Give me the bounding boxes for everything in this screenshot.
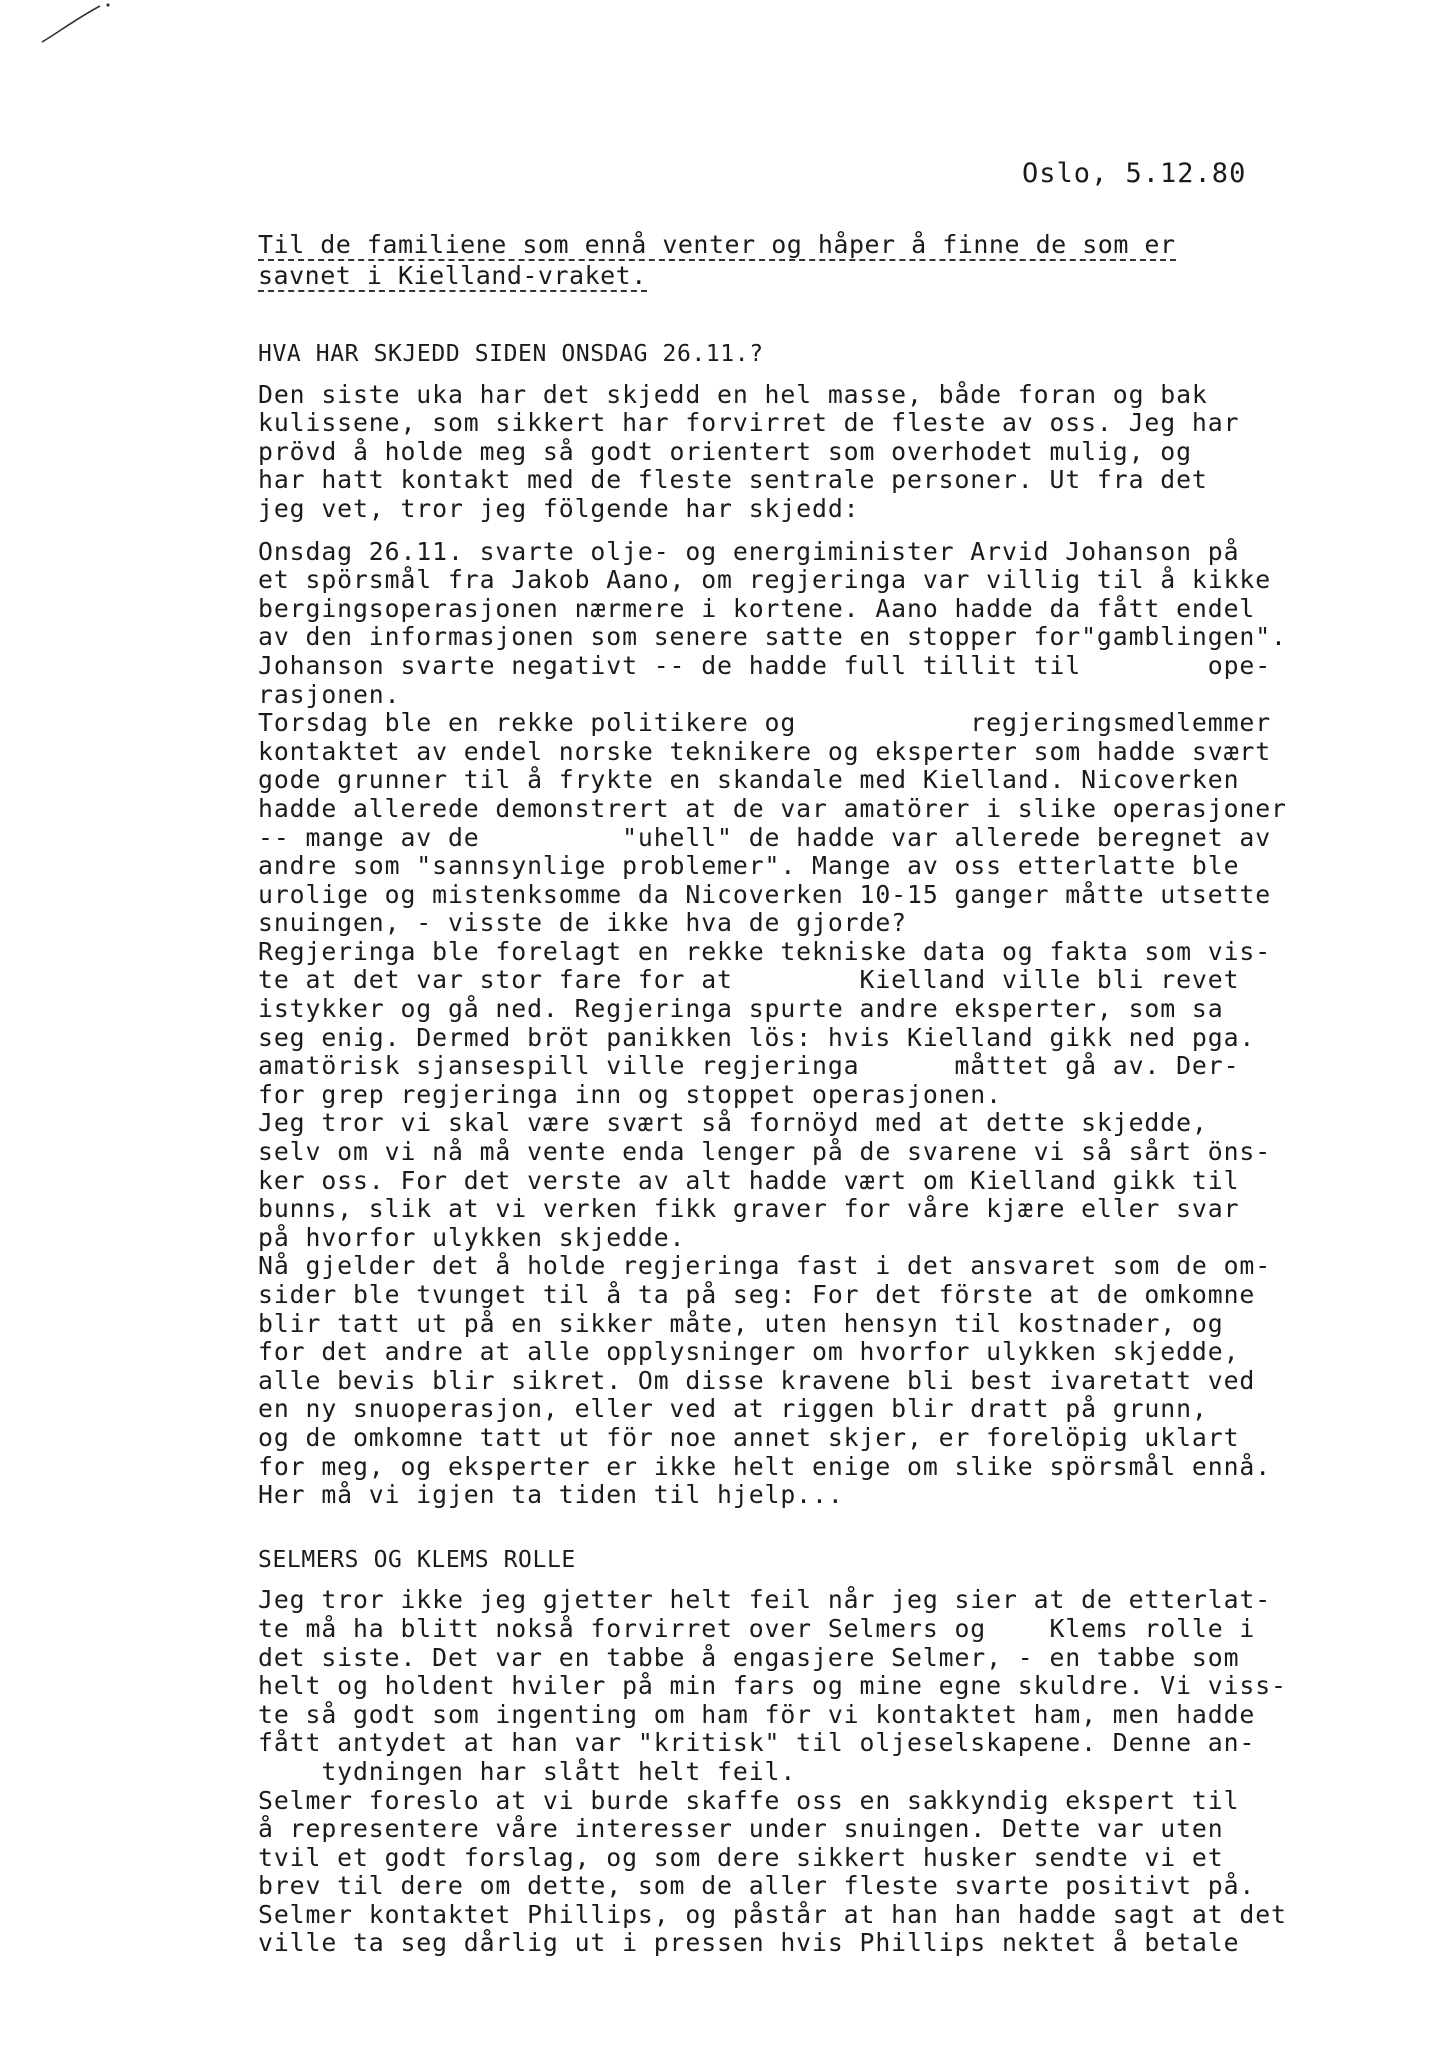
- text-line: bunns, slik at vi verken fikk graver for våre kjære eller svar: [258, 1194, 1240, 1224]
- text-line: helt og holdent hviler på min fars og mine egne skuldre. Vi viss-: [258, 1671, 1287, 1701]
- text-line: istykker og gå ned. Regjeringa spurte andre eksperter, som sa: [258, 994, 1224, 1024]
- text-line: selv om vi nå må vente enda lenger på de svarene vi så sårt öns-: [258, 1137, 1272, 1167]
- text-line: amatörisk sjansespill ville regjeringa måttet gå av. Der-: [258, 1051, 1240, 1081]
- text-line: en ny snuoperasjon, eller ved at riggen blir dratt på grunn,: [258, 1394, 1208, 1424]
- text-line: blir tatt ut på en sikker måte, uten hensyn til kostnader, og: [258, 1308, 1224, 1338]
- text-line: alle bevis blir sikret. Om disse kravene bli best ivaretatt ved: [258, 1365, 1256, 1395]
- text-line: ville ta seg dårlig ut i pressen hvis Phillips nektet å betale: [258, 1928, 1240, 1958]
- text-line: Onsdag 26.11. svarte olje- og energiminister Arvid Johanson på: [258, 536, 1240, 566]
- paragraph-intro: [258, 381, 1408, 524]
- text-line: for det andre at alle opplysninger om hvorfor ulykken skjedde,: [258, 1337, 1240, 1367]
- addressee-line: savnet i Kielland-vraket.: [258, 261, 647, 290]
- text-line: te så godt som ingenting om ham för vi kontaktet ham, men hadde: [258, 1699, 1256, 1729]
- text-line: Jeg tror ikke jeg gjetter helt feil når jeg sier at de etterlat-: [258, 1585, 1272, 1615]
- text-line: Nå gjelder det å holde regjeringa fast i det ansvaret som de om-: [258, 1251, 1272, 1281]
- text-line: seg enig. Dermed bröt panikken lös: hvis Kielland gikk ned pga.: [258, 1022, 1256, 1052]
- text-line: brev til dere om dette, som de aller fleste svarte positivt på.: [258, 1871, 1256, 1901]
- text-line: andre som "sannsynlige problemer". Mange av oss etterlatte ble: [258, 851, 1240, 881]
- text-line: for meg, og eksperter er ikke helt enige om slike spörsmål ennå.: [258, 1451, 1272, 1481]
- text-line: Den siste uka har det skjedd en hel masse, både foran og bak: [258, 379, 1208, 409]
- text-line: urolige og mistenksomme da Nicoverken 10-15 ganger måtte utsette: [258, 879, 1272, 909]
- text-line: prövd å holde meg så godt orientert som overhodet mulig, og: [258, 436, 1192, 466]
- text-line: et spörsmål fra Jakob Aano, om regjeringa var villig til å kikke: [258, 565, 1272, 595]
- text-line: tvil et godt forslag, og som dere sikkert husker sendte vi et: [258, 1842, 1224, 1872]
- text-line: kontaktet av endel norske teknikere og eksperter som hadde svært: [258, 736, 1272, 766]
- addressee-line: Til de familiene som ennå venter og håper å finne de som er: [258, 230, 1176, 259]
- addressee-block: [258, 230, 1176, 292]
- text-line: fått antydet at han var "kritisk" til oljeselskapene. Denne an-: [258, 1728, 1256, 1758]
- text-line: ker oss. For det verste av alt hadde vært om Kielland gikk til: [258, 1165, 1240, 1195]
- text-line: sider ble tvunget til å ta på seg: For det förste at de omkomne: [258, 1280, 1256, 1309]
- text-line: bergingsoperasjonen nærmere i kortene. Aano hadde da fått endel: [258, 593, 1256, 623]
- text-line: det siste. Det var en tabbe å engasjere Selmer, - en tabbe som: [258, 1642, 1240, 1672]
- paragraph-roles: [258, 1586, 1408, 1958]
- text-line: kulissene, som sikkert har forvirret de fleste av oss. Jeg har: [258, 408, 1240, 438]
- section-heading-what-happened: HVA HAR SKJEDD SIDEN ONSDAG 26.11.?: [258, 341, 764, 367]
- letter-body: [258, 340, 1408, 1972]
- text-line: har hatt kontakt med de fleste sentrale personer. Ut fra det: [258, 465, 1208, 495]
- text-line: tydningen har slått helt feil.: [258, 1756, 797, 1786]
- pen-mark: [38, 0, 118, 50]
- letter-date: Oslo, 5.12.80: [1022, 158, 1247, 189]
- paragraph-events: [258, 538, 1408, 1510]
- text-line: Jeg tror vi skal være svært så fornöyd med at dette skjedde,: [258, 1108, 1208, 1138]
- text-line: å representere våre interesser under snuingen. Dette var uten: [258, 1814, 1224, 1844]
- section-heading-roles: SELMERS OG KLEMS ROLLE: [258, 1546, 576, 1573]
- text-line: på hvorfor ulykken skjedde.: [258, 1222, 686, 1252]
- text-line: Regjeringa ble forelagt en rekke tekniske data og fakta som vis-: [258, 936, 1272, 966]
- text-line: Selmer kontaktet Phillips, og påstår at han han hadde sagt at det: [258, 1899, 1287, 1929]
- text-line: og de omkomne tatt ut för noe annet skjer, er forelöpig uklart: [258, 1422, 1240, 1452]
- text-line: -- mange av de "uhell" de hadde var allerede beregnet av: [258, 822, 1272, 852]
- text-line: Torsdag ble en rekke politikere og regjeringsmedlemmer: [258, 708, 1272, 738]
- text-line: hadde allerede demonstrert at de var amatörer i slike operasjoner: [258, 793, 1287, 823]
- text-line: Selmer foreslo at vi burde skaffe oss en sakkyndig ekspert til: [258, 1785, 1240, 1815]
- text-line: te må ha blitt nokså forvirret over Selmers og Klems rolle i: [258, 1613, 1256, 1643]
- text-line: jeg vet, tror jeg fölgende har skjedd:: [258, 493, 860, 523]
- text-line: Johanson svarte negativt -- de hadde full tillit til ope-: [258, 650, 1272, 680]
- text-line: rasjonen.: [258, 679, 401, 709]
- text-line: av den informasjonen som senere satte en stopper for"gamblingen".: [258, 622, 1287, 652]
- text-line: gode grunner til å frykte en skandale med Kielland. Nicoverken: [258, 765, 1240, 795]
- text-line: te at det var stor fare for at Kielland ville bli revet: [258, 965, 1240, 995]
- text-line: for grep regjeringa inn og stoppet operasjonen.: [258, 1079, 1002, 1109]
- text-line: snuingen, - visste de ikke hva de gjorde?: [258, 908, 907, 938]
- text-line: Her må vi igjen ta tiden til hjelp...: [258, 1480, 844, 1510]
